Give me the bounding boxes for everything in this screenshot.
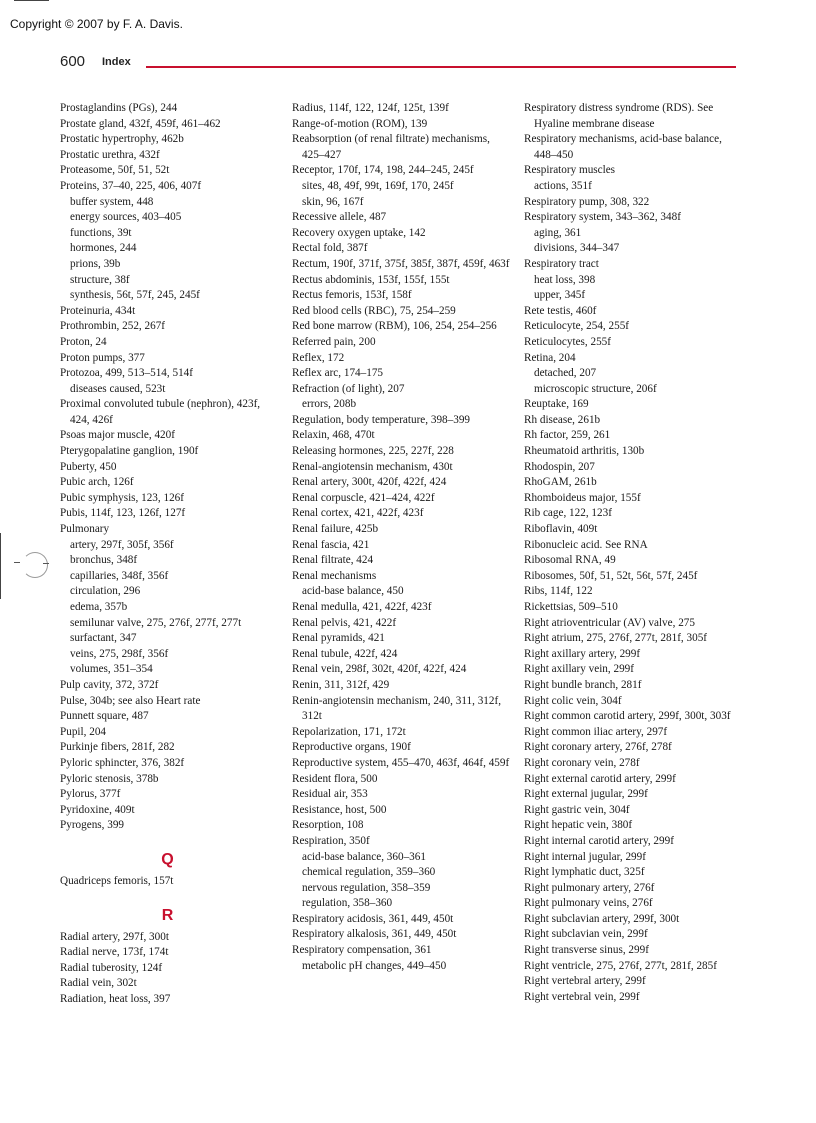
index-entry: Pulse, 304b; see also Heart rate [60,694,201,707]
index-subentry: microscopic structure, 206f [534,382,657,395]
index-entry: RhoGAM, 261b [524,476,597,489]
index-entry: Proteasome, 50f, 51, 52t [60,164,170,177]
index-entry: Respiratory tract [524,257,599,270]
index-entry: Right atrium, 275, 276f, 277t, 281f, 305f [524,632,708,645]
index-entry: Renal pyramids, 421 [292,632,385,645]
index-subentry: bronchus, 348f [70,554,138,567]
index-entry: Right bundle branch, 281f [524,678,642,691]
index-entry: Rete testis, 460f [524,304,597,317]
index-entry: Rectus femoris, 153f, 158f [292,289,412,302]
index-entry: Renal medulla, 421, 422f, 423f [292,601,432,613]
index-entry: Retina, 204 [524,351,576,364]
index-subentry: buffer system, 448 [70,195,154,208]
index-entry: Pyloric stenosis, 378b [60,772,159,785]
index-entry: Rheumatoid arthritis, 130b [524,445,645,458]
index-entry: Prostate gland, 432f, 459f, 461–462 [60,117,221,130]
index-entry: Radiation, heat loss, 397 [60,992,171,1005]
index-entry: Right external jugular, 299f [524,788,648,801]
index-subentry: detached, 207 [534,367,597,380]
index-entry: Right internal jugular, 299f [524,850,646,863]
index-entry: Renal vein, 298f, 302t, 420f, 422f, 424 [292,663,467,676]
index-subentry: capillaries, 348f, 356f [70,569,169,582]
index-subentry: structure, 38f [70,273,130,286]
index-entry: Right ventricle, 275, 276f, 277t, 281f, 285f [524,959,717,972]
index-subentry: artery, 297f, 305f, 356f [70,538,174,551]
index-entry: Reflex, 172 [292,351,345,364]
index-entry: Rhodospin, 207 [524,460,595,473]
index-entry: Right vertebral artery, 299f [524,975,646,988]
index-entry: Pubic symphysis, 123, 126f [60,491,185,504]
index-entry: Prostatic urethra, 432f [60,148,160,161]
index-subentry: energy sources, 403–405 [70,211,182,224]
index-entry: Rh disease, 261b [524,413,601,426]
index-entry: Referred pain, 200 [292,335,376,348]
index-entry: Pyridoxine, 409t [60,803,135,816]
index-entry: Renal-angiotensin mechanism, 430t [292,460,453,473]
index-entry: Right lymphatic duct, 325f [524,866,645,879]
index-subentry: circulation, 296 [70,585,141,598]
header-rule [146,66,736,68]
page-number: 600 [60,53,86,70]
index-subentry: semilunar valve, 275, 276f, 277f, 277t [70,616,242,629]
index-entry: Reproductive organs, 190f [292,741,411,754]
index-entry: Radial nerve, 173f, 174t [60,946,169,959]
index-entry: Renal artery, 300t, 420f, 422f, 424 [292,476,447,489]
index-entry: Proteins, 37–40, 225, 406, 407f [60,179,202,192]
index-subentry: edema, 357b [70,601,128,613]
index-entry: Respiratory distress syndrome (RDS). See Hyaline membrane disease [524,102,714,130]
index-subentry: synthesis, 56t, 57f, 245, 245f [70,289,200,302]
registration-mark-dash [14,562,20,563]
index-entry: Right pulmonary veins, 276f [524,897,653,910]
index-entry: Respiratory compensation, 361 [292,944,432,957]
index-subentry: functions, 39t [70,226,132,239]
index-entry: Pubis, 114f, 123, 126f, 127f [60,507,186,520]
index-entry: Renal filtrate, 424 [292,554,374,567]
index-entry: Receptor, 170f, 174, 198, 244–245, 245f [292,164,474,177]
index-entry: Rh factor, 259, 261 [524,429,611,442]
index-entry: Protozoa, 499, 513–514, 514f [60,367,193,380]
index-entry: Pterygopalatine ganglion, 190f [60,445,199,458]
section-letter: R [161,906,174,924]
index-entry: Red bone marrow (RBM), 106, 254, 254–256 [292,320,497,333]
index-subentry: hormones, 244 [70,242,137,255]
index-subentry: prions, 39b [70,257,121,270]
index-entry: Ribosomal RNA, 49 [524,554,616,567]
index-subentry: errors, 208b [302,398,357,411]
index-entry: Respiratory alkalosis, 361, 449, 450t [292,928,457,941]
index-subentry: skin, 96, 167f [302,195,364,208]
index-entry: Prostaglandins (PGs), 244 [60,102,178,114]
index-entry: Reticulocytes, 255f [524,335,611,348]
index-entry: Right common carotid artery, 299f, 300t, 303f [524,710,731,723]
index-entry: Radial tuberosity, 124f [60,961,163,974]
index-subentry: actions, 351f [534,179,592,192]
index-subentry: upper, 345f [534,289,586,302]
index-subentry: acid-base balance, 450 [302,585,404,598]
index-entry: Right colic vein, 304f [524,694,622,707]
index-entry: Rickettsias, 509–510 [524,601,618,613]
index-entry: Relaxin, 468, 470t [292,429,375,442]
index-entry: Right atrioventricular (AV) valve, 275 [524,616,695,629]
index-subentry: veins, 275, 298f, 356f [70,647,169,660]
index-entry: Respiratory pump, 308, 322 [524,195,650,208]
index-entry: Renal corpuscle, 421–424, 422f [292,491,435,504]
index-subentry: sites, 48, 49f, 99t, 169f, 170, 245f [302,179,454,192]
index-entry: Proximal convoluted tubule (nephron), 423f, 424, 426f [60,398,261,426]
page-header [60,53,736,73]
registration-mark [22,552,48,578]
index-column-3 [524,101,744,1005]
index-entry: Rectal fold, 387f [292,242,368,255]
index-entry: Rectus abdominis, 153f, 155f, 155t [292,273,450,286]
index-subentry: volumes, 351–354 [70,663,153,676]
index-entry: Pulp cavity, 372, 372f [60,678,159,691]
index-entry: Renal cortex, 421, 422f, 423f [292,507,424,520]
index-entry: Reticulocyte, 254, 255f [524,320,630,333]
index-subentry: diseases caused, 523t [70,382,166,395]
index-entry: Right common iliac artery, 297f [524,725,668,738]
section-letter: Q [161,850,174,868]
index-entry: Recovery oxygen uptake, 142 [292,226,426,239]
index-entry: Right transverse sinus, 299f [524,944,649,957]
index-entry: Residual air, 353 [292,788,368,801]
index-column-1 [60,101,275,1007]
index-entry: Rhomboideus major, 155f [524,491,641,504]
index-entry: Respiratory acidosis, 361, 449, 450t [292,912,454,925]
index-subentry: divisions, 344–347 [534,242,620,255]
index-entry: Rib cage, 122, 123f [524,507,612,520]
index-entry: Right internal carotid artery, 299f [524,834,674,847]
index-entry: Range-of-motion (ROM), 139 [292,117,428,130]
index-entry: Quadriceps femoris, 157t [60,874,174,887]
index-entry: Ribonucleic acid. See RNA [524,538,648,551]
index-subentry: metabolic pH changes, 449–450 [302,959,447,972]
index-entry: Reflex arc, 174–175 [292,367,384,380]
index-entry: Resistance, host, 500 [292,803,387,816]
index-entry: Proteinuria, 434t [60,304,136,317]
index-entry: Psoas major muscle, 420f [60,429,175,442]
index-subentry: surfactant, 347 [70,632,137,645]
index-entry: Punnett square, 487 [60,710,149,723]
index-entry: Puberty, 450 [60,460,117,473]
index-entry: Resident flora, 500 [292,772,378,785]
index-entry: Ribs, 114f, 122 [524,585,593,598]
index-entry: Red blood cells (RBC), 75, 254–259 [292,304,456,317]
index-entry: Ribosomes, 50f, 51, 52t, 56t, 57f, 245f [524,569,698,582]
index-entry: Renin, 311, 312f, 429 [292,678,390,691]
index-subentry: acid-base balance, 360–361 [302,850,426,863]
index-entry: Renin-angiotensin mechanism, 240, 311, 312f, 312t [292,694,502,723]
index-entry: Right subclavian vein, 299f [524,928,648,941]
index-subentry: nervous regulation, 358–359 [302,881,431,894]
index-entry: Right hepatic vein, 380f [524,819,633,832]
index-entry: Right coronary artery, 276f, 278f [524,741,672,754]
index-subentry: regulation, 358–360 [302,897,393,910]
index-entry: Respiration, 350f [292,834,370,847]
index-entry: Pulmonary [60,523,110,536]
index-entry: Respiratory mechanisms, acid-base balance, 448–450 [524,133,722,161]
index-entry: Reuptake, 169 [524,398,589,411]
copyright-notice: Copyright © 2007 by F. A. Davis. [10,17,183,31]
index-entry: Purkinje fibers, 281f, 282 [60,741,175,754]
index-entry: Prothrombin, 252, 267f [60,320,166,333]
index-entry: Right gastric vein, 304f [524,803,630,816]
index-entry: Renal failure, 425b [292,523,379,536]
index-entry: Right axillary artery, 299f [524,647,641,660]
index-entry: Pyloric sphincter, 376, 382f [60,756,185,769]
index-entry: Right pulmonary artery, 276f [524,881,655,894]
index-subentry: aging, 361 [534,226,582,239]
index-entry: Reabsorption (of renal filtrate) mechanisms, 425–427 [292,133,490,161]
index-entry: Renal mechanisms [292,569,377,582]
section-title: Index [102,56,131,68]
index-entry: Proton pumps, 377 [60,351,145,364]
index-subentry: heat loss, 398 [534,273,596,286]
top-crop-mark [14,0,49,1]
index-entry: Respiratory system, 343–362, 348f [524,211,681,224]
index-entry: Right subclavian artery, 299f, 300t [524,912,680,925]
registration-mark-dash [43,563,49,564]
margin-rule [0,533,1,599]
index-entry: Renal pelvis, 421, 422f [292,616,397,629]
index-entry: Riboflavin, 409t [524,523,598,536]
index-entry: Rectum, 190f, 371f, 375f, 385f, 387f, 459f, 463f [292,257,510,270]
index-entry: Radial artery, 297f, 300t [60,930,169,943]
index-entry: Right external carotid artery, 299f [524,772,676,785]
index-entry: Reproductive system, 455–470, 463f, 464f, 459f [292,756,510,769]
index-entry: Right coronary vein, 278f [524,756,640,769]
index-entry: Pupil, 204 [60,725,107,738]
index-entry: Resorption, 108 [292,819,364,832]
index-entry: Releasing hormones, 225, 227f, 228 [292,445,454,458]
index-entry: Pylorus, 377f [60,788,121,801]
index-column-2 [292,101,514,974]
index-entry: Refraction (of light), 207 [292,382,405,395]
index-entry: Repolarization, 171, 172t [292,725,406,738]
index-entry: Regulation, body temperature, 398–399 [292,413,471,426]
index-entry: Respiratory muscles [524,164,616,177]
index-entry: Pyrogens, 399 [60,819,125,832]
index-entry: Radius, 114f, 122, 124f, 125t, 139f [292,102,449,114]
index-entry: Prostatic hypertrophy, 462b [60,133,184,146]
index-entry: Right axillary vein, 299f [524,663,634,676]
index-entry: Pubic arch, 126f [60,476,134,489]
index-entry: Right vertebral vein, 299f [524,990,640,1003]
index-entry: Radial vein, 302t [60,977,137,990]
index-entry: Renal tubule, 422f, 424 [292,647,398,660]
index-entry: Proton, 24 [60,335,107,348]
index-entry: Renal fascia, 421 [292,538,370,551]
index-entry: Recessive allele, 487 [292,211,387,224]
index-subentry: chemical regulation, 359–360 [302,866,436,879]
